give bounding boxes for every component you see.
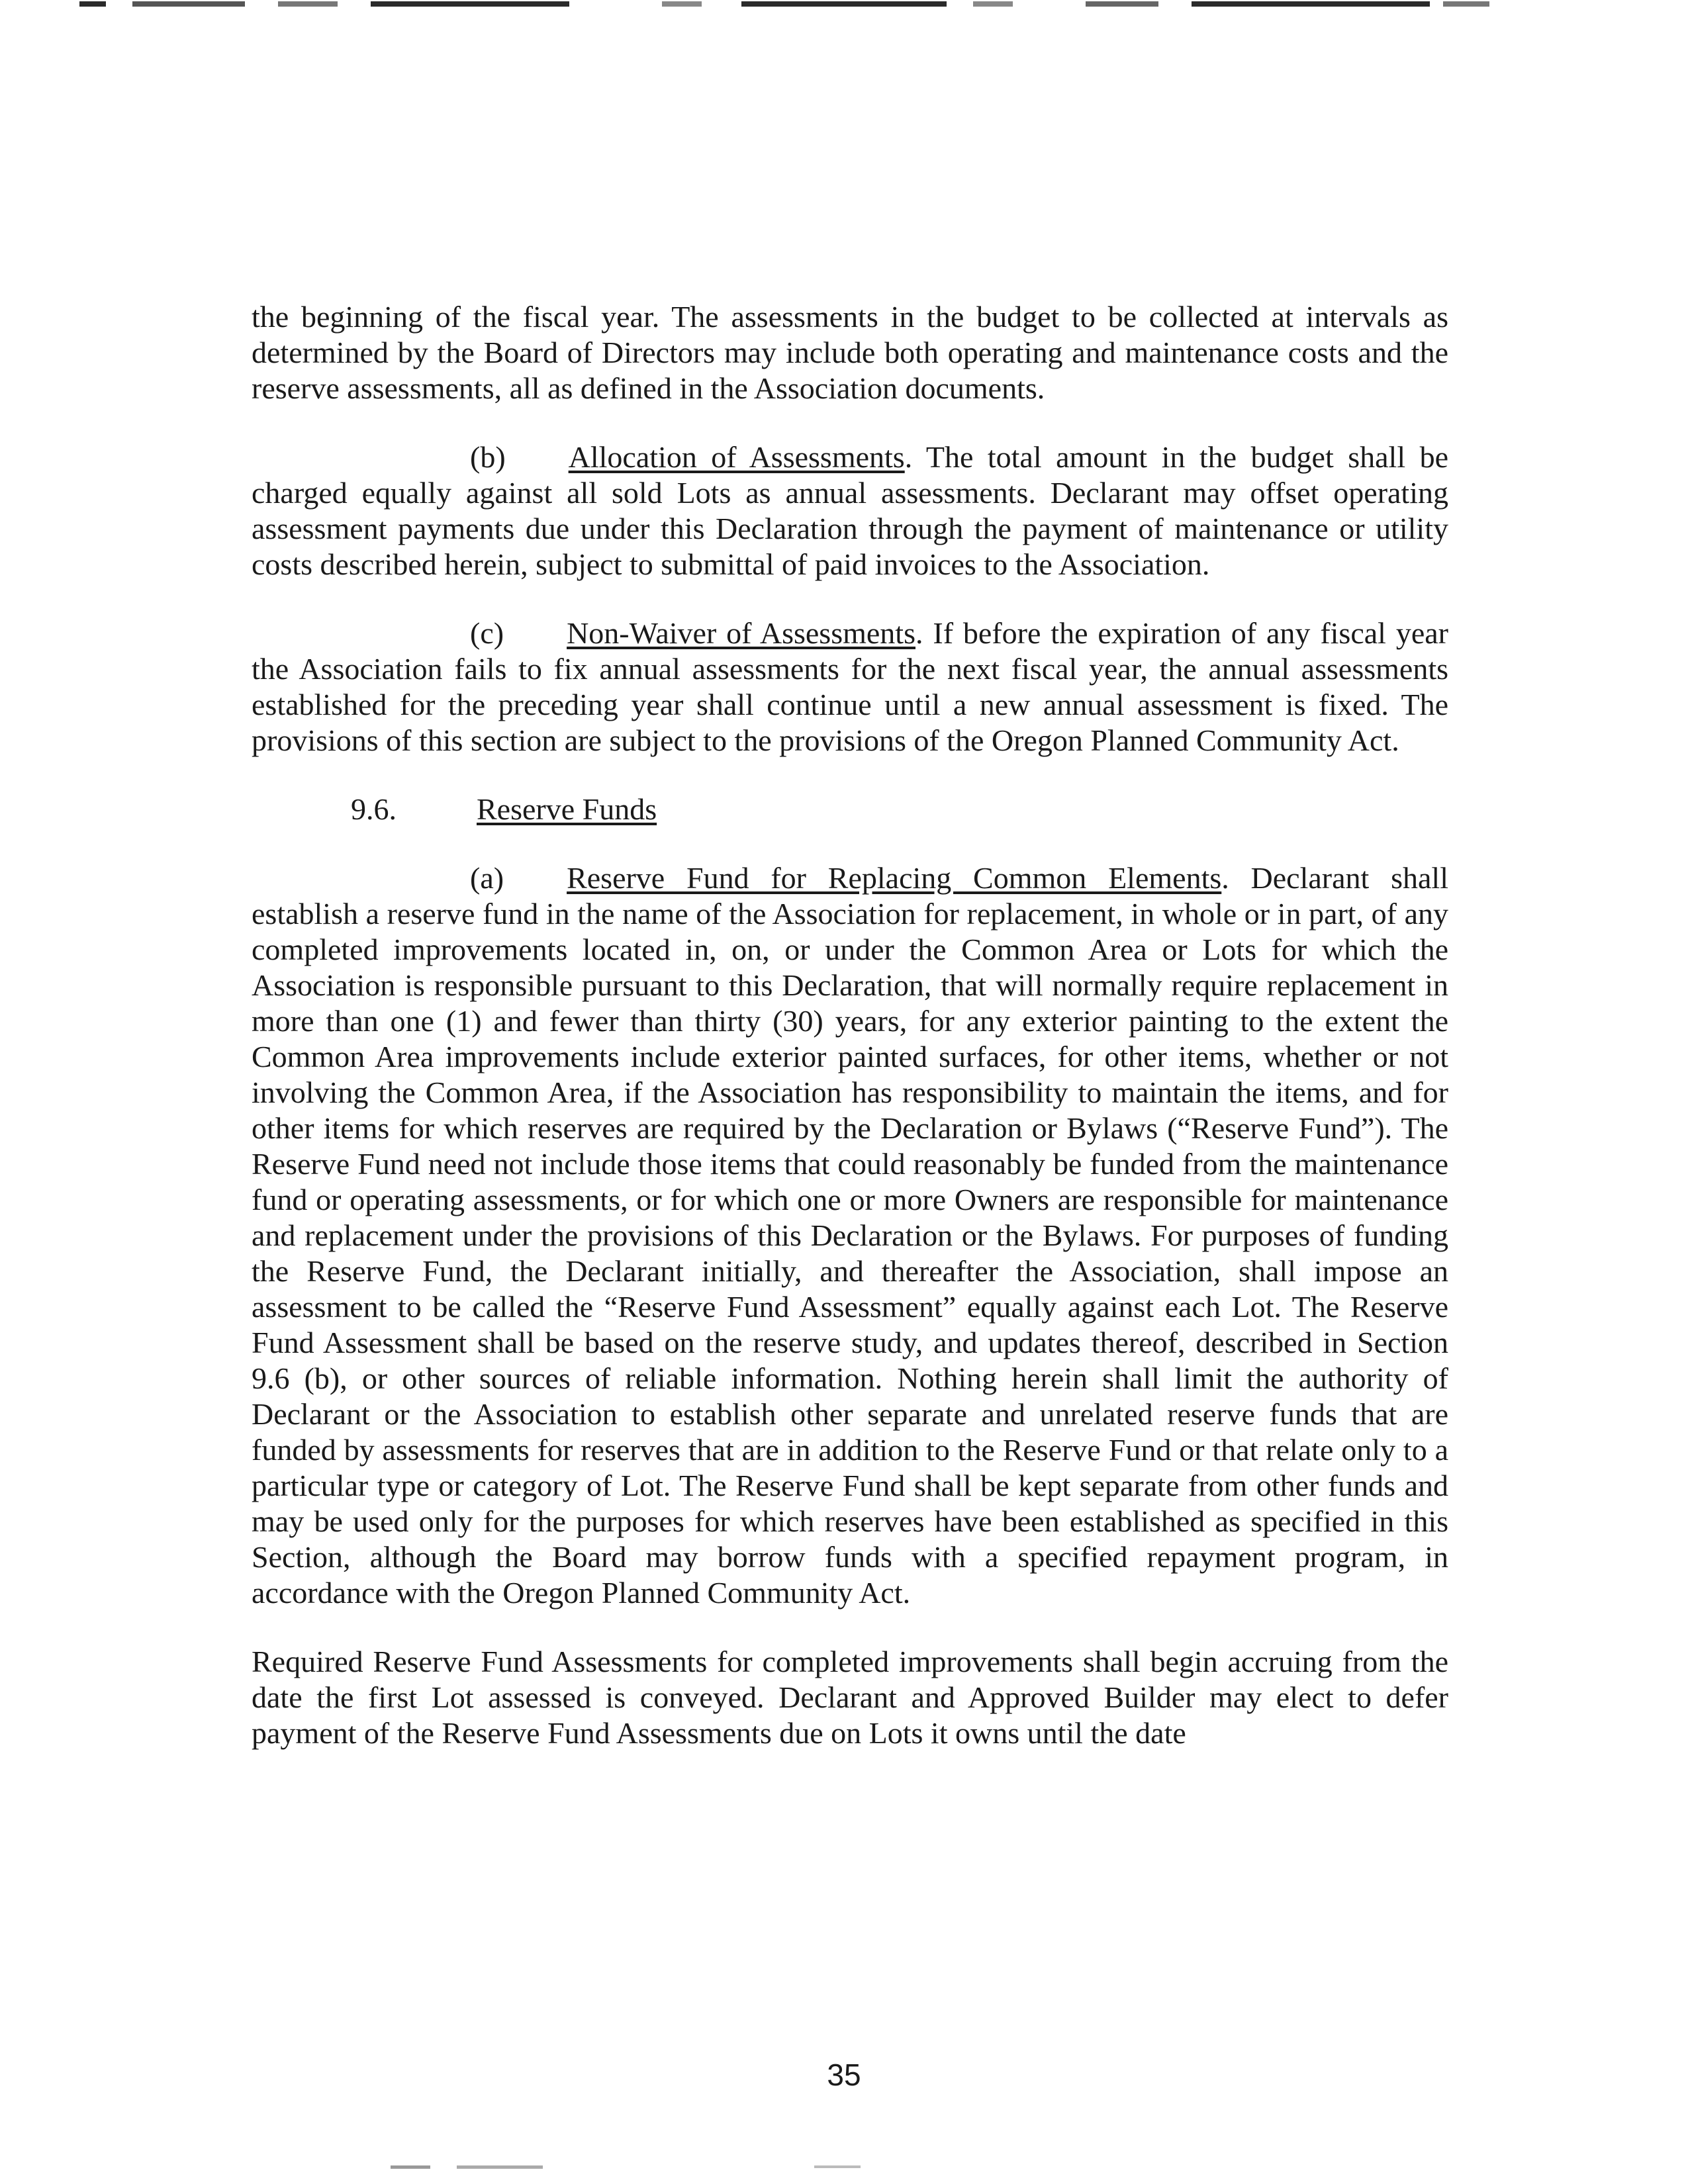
page-number: 35 <box>827 2058 861 2092</box>
paragraph-allocation-of-assessments <box>252 439 1448 582</box>
section-title: Reserve Funds <box>477 792 657 826</box>
subsection-title: Allocation of Assessments <box>568 440 905 474</box>
paragraph-text: . The total amount in the budget shall be charged equally against all sold Lots as annual assessments. Declarant may offset operating assessment payments due under this Declaration through the payment of maintenance or utility costs described herein, subject to submittal of paid invoices to the Association. <box>252 440 1449 581</box>
item-label: (c) <box>470 616 504 650</box>
subsection-title: Reserve Fund for Replacing Common Elements <box>567 861 1222 895</box>
section-number: 9.6. <box>351 792 397 826</box>
document-body <box>252 299 1448 1784</box>
item-label: (b) <box>470 440 506 474</box>
item-label: (a) <box>470 861 504 895</box>
paragraph-text: . If before the expiration of any fiscal year the Association fails to fix annual assessments for the next fiscal year, the annual assessments established for the preceding year shall continue until a new annual assessment is fixed. The provisions of this section are subject to the provisions of the Oregon Planned Community Act. <box>252 616 1448 757</box>
paragraph-text: . Declarant shall establish a reserve fund in the name of the Association for replacement, in whole or in part, of any completed improvements located in, on, or under the Common Area or Lots for which the Association is responsible pursuant to this Declaration, that will normally require replacement in more than one (1) and fewer than thirty (30) years, for any exterior painting to the extent the Common Area improvements include exterior painted surfaces, for other items, whether or not involving the Common Area, if the Association has responsibility to maintain the items, and for other items for which reserves are required by the Declaration or Bylaws (“Reserve Fund”). The Reserve Fund need not include those items that could reasonably be funded from the maintenance fund or operating assessments, or for which one or more Owners are responsible for maintenance and replacement under the provisions of this Declaration or the Bylaws. For purposes of funding the Reserve Fund, the Declarant initially, and thereafter the Association, shall impose an assessment to be called the “Reserve Fund Assessment” equally against each Lot. The Reserve Fund Assessment shall be based on the reserve study, and updates thereof, described in Section 9.6 (b), or other sources of reliable information. Nothing herein shall limit the authority of Declarant or the Association to establish other separate and unrelated reserve funds that are funded by assessments for reserves that are in addition to the Reserve Fund or that relate only to a particular type or category of Lot. The Reserve Fund shall be kept separate from other funds and may be used only for the purposes for which reserves have been established as specified in this Section, although the Board may borrow funds with a specified repayment program, in accordance with the Oregon Planned Community Act. <box>252 861 1448 1610</box>
paragraph-fiscal-year: the beginning of the fiscal year. The assessments in the budget to be collected at intervals as determined by the Board of Directors may include both operating and maintenance costs and the reserve assessments, all as defined in the Association documents. <box>252 300 1448 405</box>
paragraph-required-reserve-assessments: Required Reserve Fund Assessments for completed improvements shall begin accruing from the date the first Lot assessed is conveyed. Declarant and Approved Builder may elect to defer payment of the Reserve Fund Assessments due on Lots it owns until the date <box>252 1645 1448 1750</box>
scan-artifact-top <box>0 0 1688 9</box>
paragraph-reserve-fund-replacing <box>252 860 1448 1611</box>
section-heading <box>252 792 1448 827</box>
subsection-title: Non-Waiver of Assessments <box>567 616 915 650</box>
paragraph-non-waiver-of-assessments <box>252 615 1448 758</box>
scan-artifact-bottom <box>0 2164 1688 2176</box>
